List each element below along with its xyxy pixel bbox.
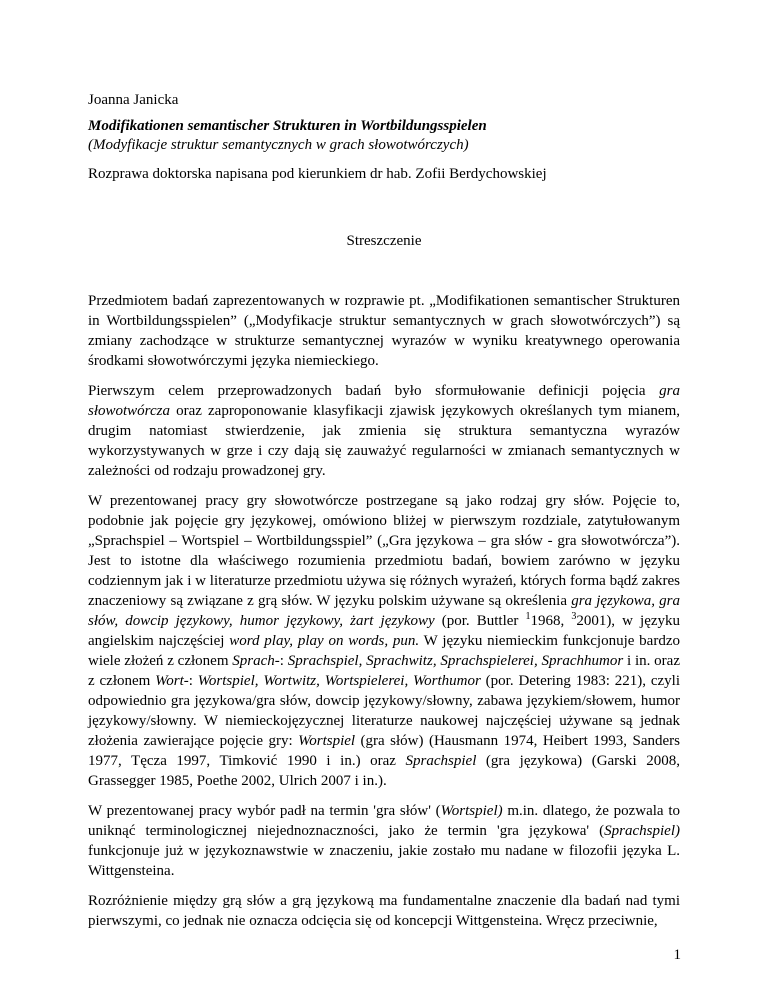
title-german: Modifikationen semantischer Strukturen in Wortbildungsspielen xyxy=(88,118,487,134)
section-heading: Streszczenie xyxy=(346,233,422,249)
page-number: 1 xyxy=(673,947,681,963)
paragraph-5: Rozróżnienie między grą słów a grą językową ma fundamentalne znaczenie dla badań nad tymi pierwszymi, co jednak nie oznacza odcięcia się od koncepcji Wittgensteina. Wręcz przeciwnie, xyxy=(88,893,680,929)
paragraph-3: W prezentowanej pracy gry słowotwórcze postrzegane są jako rodzaj gry słów. Pojęcie to, podobnie jak pojęcie gry językowej, omówiono bliżej w pierwszym rozdziale, zatytułowanym „Sprachspiel – Wortspiel – Wortbildungsspiel” („Gra językowa – gra słów - gra słowotwórcza”). Jest to istotne dla właściwego rozumienia przedmiotu badań, bowiem zarówno w języku codziennym jak i w literaturze przedmiotu używa się różnych wyrażeń, których forma bądź zakres znaczeniowy są związane z grą słów. W języku polskim używane są określenia gra językowa, gra słów, dowcip językowy, humor językowy, żart językowy (por. Buttler $^1$1968, $^3$2001), w języku angielskim najczęściej word play, play on words, pun. W języku niemieckim funkcjonuje bardzo wiele złożeń z członem Sprach-: Sprachspiel, Sprachwitz, Sprachspielerei, Sprachhumor i in. oraz z członem Wort-: Wortspiel, Wortwitz, Wortspielerei, Worthumor (por. Detering 1983: 221), czyli odpowiednio gra językowa/gra słów, dowcip językowy/słowny, zabawa językiem/słowem, humor językowy/słowny. W niemieckojęzycznej literaturze naukowej najczęściej używane są jednak złożenia zawierające pojęcie gry: Wortspiel (gra słów) (Hausmann 1974, Heibert 1993, Sanders 1977, Tęcza 1997, Timković 1990 i in.) oraz Sprachspiel (gra językowa) (Garski 2008, Grassegger 1985, Poethe 2002, Ulrich 2007 i in.). xyxy=(88,493,681,789)
paragraph-2: Pierwszym celem przeprowadzonych badań było sformułowanie definicji pojęcia gra słowotwórcza oraz zaproponowanie klasyfikacji zjawisk językowych określanych tym mianem, drugim natomiast stwierdzenie, jak zmienia się struktura semantyczna wyrazów wykorzystywanych w grze i czy dają się zauważyć regularności w zmianach semantycznych w zależności od rodzaju prowadzonej gry. xyxy=(88,383,680,479)
thesis-title xyxy=(88,117,688,155)
body-text xyxy=(88,291,680,941)
supervisor-line: Rozprawa doktorska napisana pod kierunkiem dr hab. Zofii Berdychowskiej xyxy=(88,166,547,182)
paragraph-1: Przedmiotem badań zaprezentowanych w rozprawie pt. „Modifikationen semantischer Strukturen in Wortbildungsspielen” („Modyfikacje struktur semantycznych w grach słowotwórczych”) są zmiany zachodzące w strukturze semantycznej wyrazów w wyniku kreatywnego operowania środkami słowotwórczymi języka niemieckiego. xyxy=(88,293,680,369)
title-polish: (Modyfikacje struktur semantycznych w grach słowotwórczych) xyxy=(88,137,469,153)
paragraph-4: W prezentowanej pracy wybór padł na termin 'gra słów' (Wortspiel) m.in. dlatego, że pozwala to uniknąć terminologicznej niejednoznaczności, jako że termin 'gra językowa' (Sprachspiel) funkcjonuje już w językoznawstwie w znaczeniu, jakie zostało mu nadane w filozofii języka L. Wittgensteina. xyxy=(88,803,680,879)
author-name: Joanna Janicka xyxy=(88,92,179,108)
